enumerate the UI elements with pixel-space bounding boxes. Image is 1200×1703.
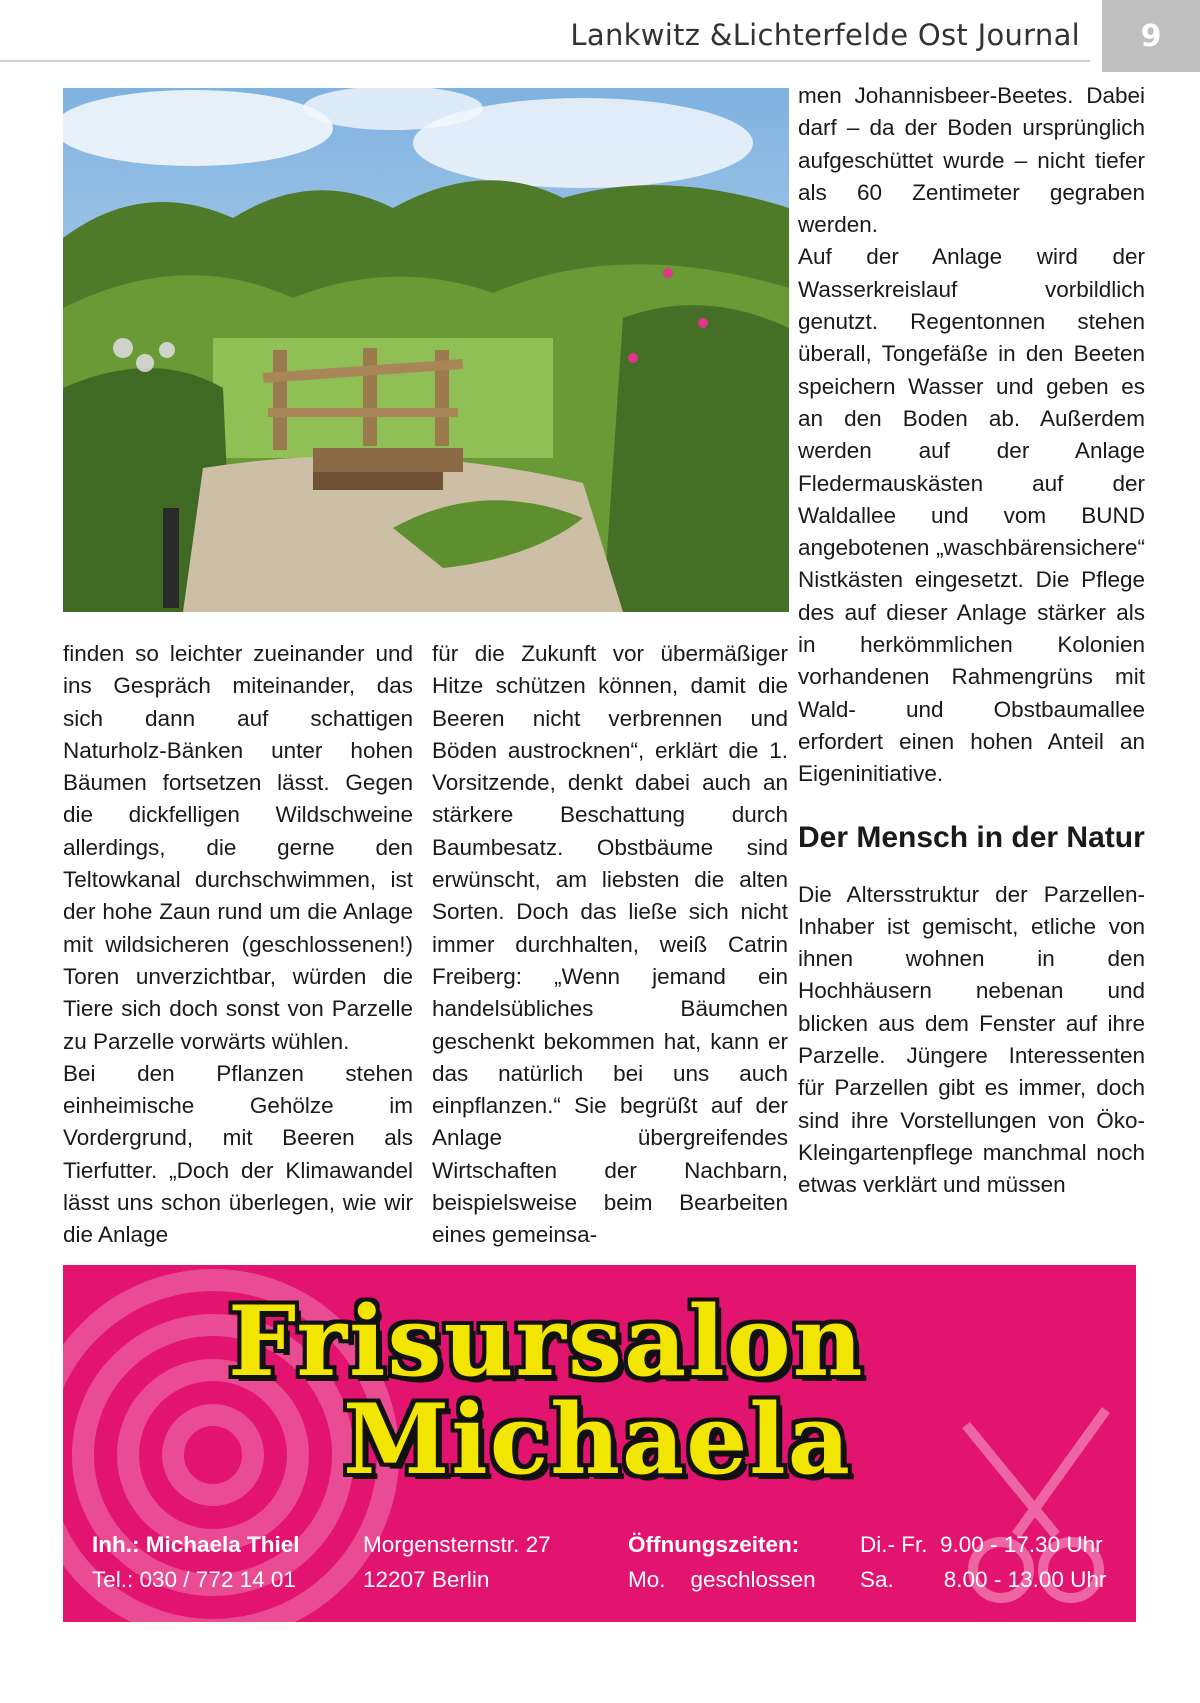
garden-photo-illustration — [63, 88, 789, 612]
garden-photo — [63, 88, 789, 612]
owner-name: Inh.: Michaela Thiel — [92, 1532, 300, 1557]
article-paragraph: finden so leichter zueinander und ins Gespräch miteinander, das sich dann auf schattigen Naturholz-Bänken unter hohen Bäumen fortsetzen lässt. Gegen die dickfelligen Wildschweine allerdings, die gerne den Teltowkanal durchschwimmen, ist der hohe Zaun rund um die Anlage mit wildsicheren (geschlossenen!) Toren unverzichtbar, würden die Tiere sich doch sonst von Parzelle zu Parzelle vorwärts wühlen. — [63, 641, 413, 1054]
journal-title: Lankwitz &Lichterfelde Ost Journal — [570, 18, 1080, 52]
article-paragraph: Bei den Pflanzen stehen einheimische Gehölze im Vordergrund, mit Beeren als Tierfutter. „Doch der Klimawandel lässt uns schon überlegen, wie wir die Anlage — [63, 1060, 413, 1248]
header-divider — [0, 60, 1090, 62]
opening-hours-label: Öffnungszeiten: — [628, 1532, 800, 1557]
phone-number: Tel.: 030 / 772 14 01 — [92, 1567, 296, 1592]
article-paragraph: Auf der Anlage wird der Wasserkreislauf vorbildlich genutzt. Regentonnen stehen überall, Tongefäße in den Beeten speichern Wasser und geben es an den Boden ab. Außerdem werden auf der Anlage Fledermauskästen auf der Waldallee und vom BUND angebotenen „waschbärensichere“ Nistkästen eingesetzt. Die Pflege des auf dieser Anlage stärker als in herkömmlichen Kolonien vorhandenen Rahmengrüns mit Wald- und Obstbaumallee erfordert einen hohen Anteil an Eigeninitiative. — [798, 244, 1145, 787]
advertisement-hair-salon — [63, 1265, 1136, 1622]
weekday-hours: Di.- Fr. 9.00 - 17.30 Uhr — [860, 1532, 1103, 1557]
salon-name-line-1: Frisursalon — [228, 1285, 865, 1398]
address-block — [363, 1527, 551, 1597]
article-column-3 — [798, 80, 1145, 1202]
article-paragraph: für die Zukunft vor übermäßiger Hitze schützen können, damit die Beeren nicht verbrennen und Böden austrocknen“, erklärt die 1. Vorsitzende, denkt dabei auch an stärkere Beschattung durch Baumbesatz. Obstbäume sind erwünscht, am liebsten die alten Sorten. Doch das ließe sich nicht immer durchhalten, weiß Catrin Freiberg: „Wenn jemand ein handelsübliches Bäumchen geschenkt bekommen hat, kann er das natürlich bei uns auch einpflanzen.“ Sie begrüßt auf der Anlage übergreifendes Wirtschaften der Nachbarn, beispielsweise beim Bearbeiten eines gemeinsa- — [432, 641, 788, 1248]
article-paragraph: Die Altersstruktur der Parzellen-Inhaber ist gemischt, etliche von ihnen wohnen in den Hochhäusern nebenan und blicken aus dem Fenster auf ihre Parzelle. Jüngere Interessenten für Parzellen gibt es immer, doch sind ihre Vorstellungen von Öko-Kleingartenpflege manchmal noch etwas verklärt und müssen — [798, 881, 1145, 1198]
article-column-2 — [432, 638, 788, 1252]
saturday-hours: Sa. 8.00 - 13.00 Uhr — [860, 1567, 1107, 1592]
street-address: Morgensternstr. 27 — [363, 1532, 551, 1557]
city-address: 12207 Berlin — [363, 1567, 490, 1592]
opening-hours-label-block — [628, 1527, 816, 1597]
page-number: 9 — [1102, 0, 1200, 72]
closed-day: Mo. geschlossen — [628, 1567, 816, 1592]
article-paragraph: men Johannisbeer-Beetes. Dabei darf – da der Boden ursprünglich aufgeschüttet wurde – nicht tiefer als 60 Zentimeter gegraben werden. — [798, 83, 1145, 238]
owner-block — [92, 1527, 300, 1597]
article-column-1 — [63, 638, 413, 1252]
section-subheading: Der Mensch in der Natur — [798, 820, 1145, 854]
salon-name-line-2: Michaela — [343, 1383, 852, 1496]
opening-hours-block — [860, 1527, 1106, 1597]
